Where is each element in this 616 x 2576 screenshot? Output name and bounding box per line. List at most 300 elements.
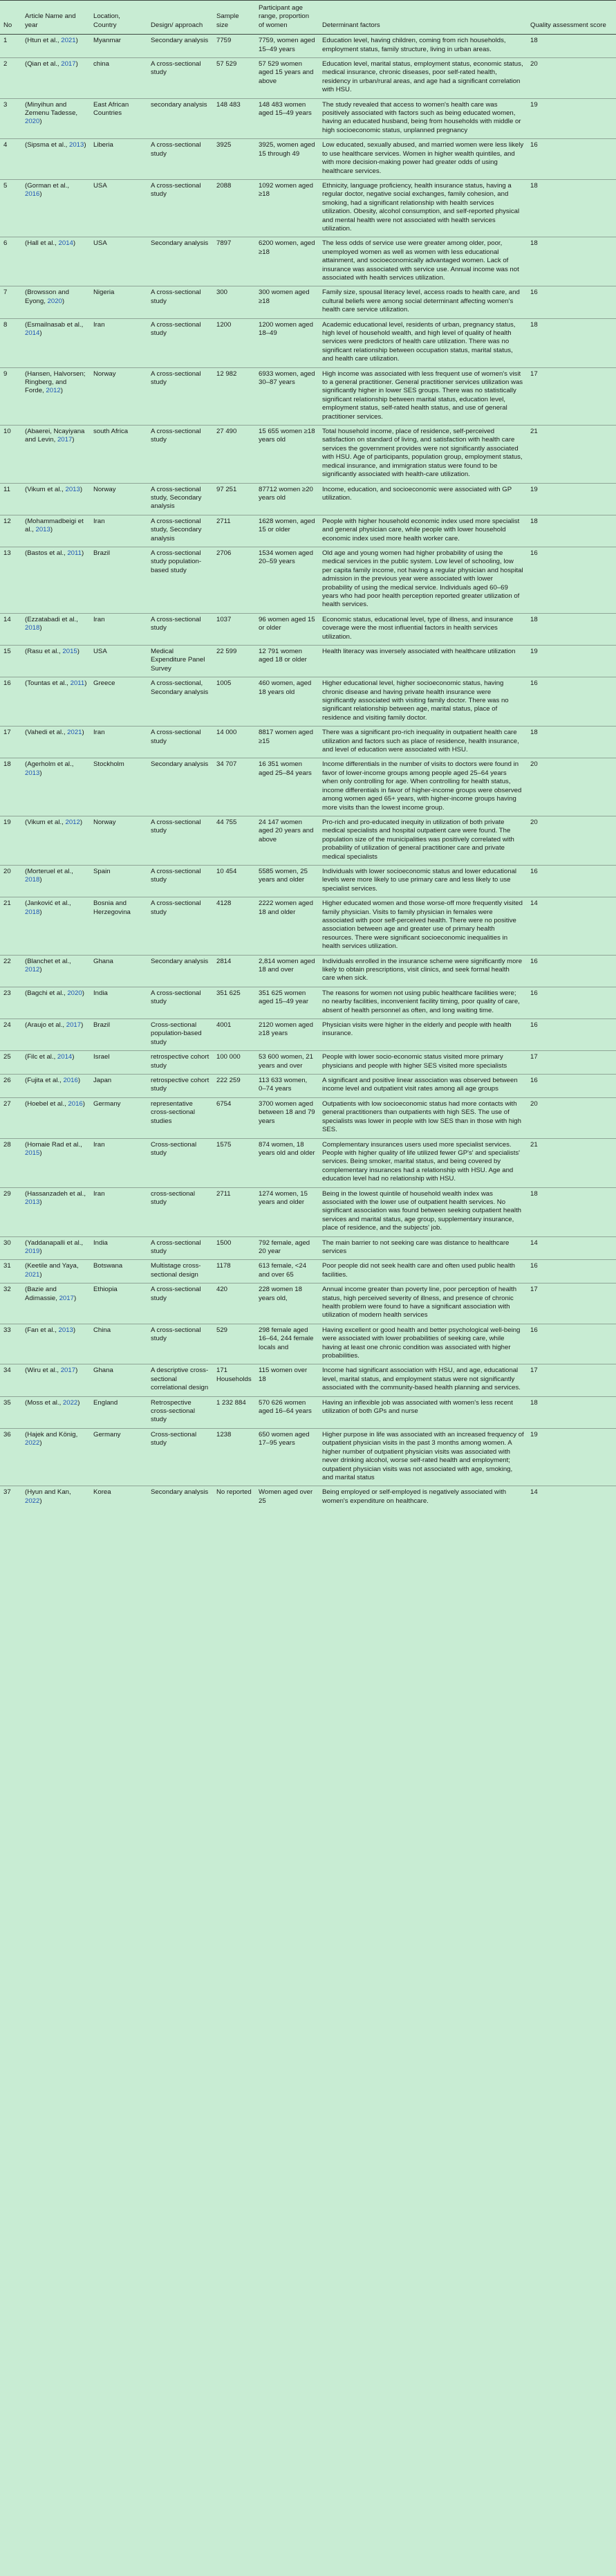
participant-cell: 1092 women aged ≥18 <box>255 179 319 237</box>
article-cell <box>21 1019 90 1051</box>
determinant-cell: A significant and positive linear association was observed between income level and outpatient visit rates among all age groups <box>319 1075 527 1098</box>
article-author: (Keetile and Yaya, <box>25 1262 79 1270</box>
article-year-link[interactable]: 2019 <box>25 1247 40 1255</box>
article-author: (Araujo et al., <box>25 1021 65 1030</box>
header-participant: Participant age range, proportion of women <box>255 1 319 35</box>
article-suffix: ) <box>80 818 83 826</box>
article-author: (Ezzatabadi et al., <box>25 615 78 623</box>
table-body <box>0 35 616 1509</box>
determinant-cell: Outpatients with low socioeconomic status had more contacts with general practitioners than outpatients with high SES. The use of specialists was lower in people with low SES than in those with high SES. <box>319 1097 527 1138</box>
determinant-cell: Economic status, educational level, type of illness, and insurance coverage were the most influential factors in health services utilization. <box>319 613 527 645</box>
table-row <box>0 897 616 955</box>
table-header <box>0 1 616 35</box>
quality-cell: 19 <box>527 646 616 677</box>
row-number: 37 <box>3 1488 11 1497</box>
sample-cell: 4001 <box>213 1019 255 1051</box>
article-cell <box>21 987 90 1018</box>
design-cell: Retrospective cross-sectional study <box>147 1396 213 1428</box>
sample-cell: 1 232 884 <box>213 1396 255 1428</box>
row-number: 31 <box>0 1260 21 1284</box>
article-year-link[interactable]: 2011 <box>67 549 82 557</box>
article-cell <box>21 816 90 865</box>
determinant-cell: Education level, marital status, employment status, economic status, medical insurance, chronic diseases, poor self-rated health, residency in urban/rural areas, and age had a significant correlation with HSU. <box>319 58 527 99</box>
article-cell <box>21 318 90 367</box>
table-row <box>0 613 616 645</box>
design-cell: secondary analysis <box>147 98 213 139</box>
article-year-link[interactable]: 2012 <box>25 966 40 974</box>
participant-cell: Women aged over 25 <box>259 1488 313 1505</box>
determinant-cell: People with lower socio-economic status visited more primary physicians and people with higher SES visited more specialists <box>319 1051 527 1075</box>
sample-cell: 10 454 <box>213 865 255 897</box>
design-cell: Secondary analysis <box>151 1488 209 1497</box>
location-cell: India <box>90 1236 147 1260</box>
article-suffix: ) <box>73 1294 77 1302</box>
design-cell: retrospective cohort study <box>147 1051 213 1075</box>
participant-cell: 16 351 women aged 25–84 years <box>255 758 319 816</box>
sample-cell: 148 483 <box>213 98 255 139</box>
table-row <box>0 1364 616 1396</box>
table-row <box>0 1019 616 1051</box>
sample-cell: 420 <box>213 1284 255 1324</box>
article-year-link[interactable]: 2013 <box>25 769 40 777</box>
sample-cell: 3925 <box>213 139 255 180</box>
determinant-cell: High income was associated with less frequent use of women's visit to a general practitioner. General practitioner services utilization was significantly higher in lower SES groups. There was no statistically significant relationship between marital status, education level, employment status, self-rated health status, and use of general practitioner services. <box>319 367 527 425</box>
sample-cell: 300 <box>213 286 255 318</box>
article-year-link[interactable]: 2021 <box>25 1270 40 1279</box>
sample-cell: 97 251 <box>213 483 255 515</box>
design-cell: A cross-sectional study <box>147 816 213 865</box>
article-year-link[interactable]: 2020 <box>47 297 62 305</box>
article-year-link[interactable]: 2016 <box>25 190 40 199</box>
sample-cell: 14 000 <box>213 727 255 758</box>
location-cell: Brazil <box>90 1019 147 1051</box>
participant-cell: 3925, women aged 15 through 49 <box>255 139 319 180</box>
article-year-link[interactable]: 2013 <box>69 141 84 149</box>
article-author: (Homaie Rad et al., <box>25 1140 82 1149</box>
quality-cell: 20 <box>527 758 616 816</box>
article-year-link[interactable]: 2017 <box>61 60 76 68</box>
location-cell: Iran <box>90 1138 147 1187</box>
article-author: (Hyun and Kan, <box>25 1488 71 1497</box>
article-author: (Gorman et al., <box>25 181 69 190</box>
participant-cell: 148 483 women aged 15–49 years <box>255 98 319 139</box>
article-year-link[interactable]: 2013 <box>35 526 50 534</box>
article-cell <box>21 758 90 816</box>
participant-cell: 24 147 women aged 20 years and above <box>255 816 319 865</box>
location-cell: India <box>90 987 147 1018</box>
row-number: 24 <box>0 1019 21 1051</box>
location-cell: USA <box>90 646 147 677</box>
design-cell: cross-sectional study <box>147 1187 213 1236</box>
article-suffix: ) <box>75 60 78 68</box>
table-row <box>0 727 616 758</box>
row-number: 8 <box>0 318 21 367</box>
row-number: 17 <box>0 727 21 758</box>
article-cell <box>21 35 90 58</box>
article-year-link[interactable]: 2021 <box>61 37 76 45</box>
quality-cell: 20 <box>527 58 616 99</box>
quality-cell: 19 <box>527 1428 616 1486</box>
article-suffix: ) <box>60 387 63 395</box>
article-suffix: ) <box>39 624 42 632</box>
table-row <box>0 816 616 865</box>
location-cell: Ghana <box>90 1364 147 1396</box>
location-cell: Spain <box>90 865 147 897</box>
location-cell: Ghana <box>90 955 147 987</box>
design-cell: A cross-sectional study <box>147 139 213 180</box>
article-suffix: ) <box>39 118 42 126</box>
row-number: 5 <box>0 179 21 237</box>
header-location: Location, Country <box>90 1 147 35</box>
design-cell: A cross-sectional study <box>147 367 213 425</box>
row-number: 32 <box>0 1284 21 1324</box>
article-suffix: ) <box>77 648 80 655</box>
participant-cell: 351 625 women aged 15–49 year <box>255 987 319 1018</box>
design-cell: Multistage cross-sectional design <box>147 1260 213 1284</box>
location-cell: Iran <box>90 1187 147 1236</box>
design-cell: A cross-sectional study <box>147 727 213 758</box>
article-suffix: ) <box>82 729 84 737</box>
location-cell: china <box>90 58 147 99</box>
location-cell: East African Countries <box>90 98 147 139</box>
article-year-link[interactable]: 2014 <box>57 1053 73 1061</box>
table-row <box>0 547 616 613</box>
quality-cell: 20 <box>527 816 616 865</box>
article-cell <box>21 1236 90 1260</box>
participant-cell: 8817 women aged ≥15 <box>255 727 319 758</box>
row-number: 21 <box>0 897 21 955</box>
article-suffix: ) <box>39 769 42 777</box>
article-year-link[interactable]: 2014 <box>58 239 73 248</box>
table-row <box>0 955 616 987</box>
quality-cell: 16 <box>527 1075 616 1098</box>
participant-cell: 96 women aged 15 or older <box>255 613 319 645</box>
location-cell: Germany <box>90 1428 147 1486</box>
participant-cell: 115 women over 18 <box>255 1364 319 1396</box>
table-row <box>0 1236 616 1260</box>
table-row <box>0 865 616 897</box>
determinant-cell: Family size, spousal literacy level, access roads to health care, and cultural beliefs were among social determinant affecting women's health care service utilization. <box>319 286 527 318</box>
article-author: (Sipsma et al., <box>25 141 68 149</box>
article-suffix: ) <box>39 908 42 916</box>
article-cell <box>21 426 90 483</box>
article-author: (Vahedi et al., <box>25 729 66 737</box>
article-year-link[interactable]: 2021 <box>67 729 82 737</box>
row-number: 26 <box>0 1075 21 1098</box>
article-year-link[interactable]: 2012 <box>65 818 80 826</box>
design-cell: Cross-sectional population-based study <box>147 1019 213 1051</box>
table-row <box>0 677 616 727</box>
design-cell: A cross-sectional study <box>147 1324 213 1364</box>
article-cell <box>21 286 90 318</box>
table-row <box>0 35 616 58</box>
article-author: (Hajek and König, <box>25 1430 78 1438</box>
row-number: 7 <box>0 286 21 318</box>
quality-cell: 16 <box>527 1260 616 1284</box>
table-row <box>0 1051 616 1075</box>
sample-cell: 1037 <box>213 613 255 645</box>
article-year-link[interactable]: 2018 <box>25 624 40 632</box>
sample-cell: 351 625 <box>213 987 255 1018</box>
quality-cell: 18 <box>527 35 616 58</box>
article-cell <box>21 237 90 286</box>
article-year-link[interactable]: 2020 <box>67 989 82 997</box>
determinant-cell: Having excellent or good health and better psychological well-being were associated with lower probabilities of seeking care, while having at least one chronic condition was associated with higher probabilities. <box>319 1324 527 1364</box>
design-cell: retrospective cohort study <box>147 1075 213 1098</box>
determinant-cell: Higher educated women and those worse-off more frequently visited family physician. Visits to family physician in females were associated with poor self-perceived health. There were no positive association between age and greater use of primary health resources. There were significant socioeconomic inequalities in health services utilization. <box>319 897 527 955</box>
quality-cell: 21 <box>527 426 616 483</box>
quality-cell: 18 <box>527 1187 616 1236</box>
article-suffix: ) <box>39 1439 42 1447</box>
article-year-link[interactable]: 2016 <box>63 1077 78 1085</box>
article-cell <box>21 98 90 139</box>
article-cell <box>21 1187 90 1236</box>
quality-cell: 16 <box>527 1324 616 1364</box>
sample-cell: 100 000 <box>213 1051 255 1075</box>
participant-cell: 87712 women ≥20 years old <box>255 483 319 515</box>
article-suffix: ) <box>75 1367 78 1375</box>
design-cell: A descriptive cross-sectional correlational design <box>147 1364 213 1396</box>
article-author: (Vikum et al., <box>25 818 64 826</box>
row-number: 35 <box>0 1396 21 1428</box>
sample-cell: 2706 <box>213 547 255 613</box>
location-cell: Myanmar <box>90 35 147 58</box>
article-cell <box>21 1428 90 1486</box>
article-year-link[interactable]: 2022 <box>25 1497 40 1505</box>
article-author: (Agerholm et al., <box>25 760 74 769</box>
article-author: (Tountas et al., <box>25 679 68 688</box>
table-row <box>0 426 616 483</box>
quality-cell: 16 <box>527 547 616 613</box>
article-cell <box>21 547 90 613</box>
quality-cell: 16 <box>527 139 616 180</box>
article-year-link[interactable]: 2017 <box>59 1294 74 1302</box>
quality-cell: 17 <box>527 367 616 425</box>
article-cell <box>21 58 90 99</box>
row-number: 13 <box>0 547 21 613</box>
article-cell <box>21 367 90 425</box>
quality-cell: 16 <box>527 677 616 727</box>
row-number: 25 <box>0 1051 21 1075</box>
article-year-link[interactable]: 2012 <box>46 387 61 395</box>
article-author: (Bagchi et al., <box>25 989 66 997</box>
article-cell <box>21 1260 90 1284</box>
participant-cell: 2,814 women aged 18 and over <box>255 955 319 987</box>
table-row <box>0 1187 616 1236</box>
article-cell <box>21 139 90 180</box>
article-author: (Wiru et al., <box>25 1367 59 1375</box>
quality-cell: 18 <box>527 237 616 286</box>
article-author: (Qian et al., <box>25 60 59 68</box>
sample-cell: 57 529 <box>213 58 255 99</box>
determinant-cell: The study revealed that access to women's health care was positively associated with factors such as being educated women, having an educated husband, being from households with middle or high socioeconomic status, unplanned pregnancy <box>319 98 527 139</box>
quality-cell: 16 <box>527 987 616 1018</box>
sample-cell: 1200 <box>213 318 255 367</box>
table-row <box>0 1486 616 1509</box>
row-number: 6 <box>0 237 21 286</box>
design-cell: Secondary analysis <box>147 35 213 58</box>
row-number: 3 <box>0 98 21 139</box>
quality-cell: 18 <box>527 1396 616 1428</box>
header-article: Article Name and year <box>21 1 90 35</box>
participant-cell: 650 women aged 17–95 years <box>255 1428 319 1486</box>
table-row <box>0 1260 616 1284</box>
article-suffix: ) <box>72 436 75 444</box>
sample-cell: 1005 <box>213 677 255 727</box>
header-determinant: Determinant factors <box>319 1 527 35</box>
participant-cell: 12 791 women aged 18 or older <box>255 646 319 677</box>
article-year-link[interactable]: 2015 <box>62 648 77 655</box>
quality-cell: 16 <box>527 286 616 318</box>
determinant-cell: Pro-rich and pro-educated inequity in utilization of both private medical specialists and hospital outpatient care were found. The population size of the municipalities was positively correlated with probability of utilization of general practitioner care and private medical specialists <box>319 816 527 865</box>
article-year-link[interactable]: 2013 <box>58 1326 73 1334</box>
design-cell: Secondary analysis <box>147 237 213 286</box>
article-cell <box>21 955 90 987</box>
article-suffix: ) <box>39 1198 42 1206</box>
article-year-link[interactable]: 2013 <box>65 485 80 493</box>
determinant-cell: People with higher household economic index used more specialist and general physician care, while people with lower household economic index used more health worker care. <box>319 515 527 547</box>
participant-cell: 1628 women, aged 15 or older <box>255 515 319 547</box>
article-suffix: ) <box>77 1077 81 1085</box>
quality-cell: 17 <box>527 1364 616 1396</box>
design-cell: representative cross-sectional studies <box>147 1097 213 1138</box>
sample-cell: 7897 <box>213 237 255 286</box>
article-cell <box>21 1284 90 1324</box>
sample-cell: 2711 <box>213 515 255 547</box>
row-number: 23 <box>0 987 21 1018</box>
article-suffix: ) <box>39 1247 42 1255</box>
participant-cell: 113 633 women, 0–74 years <box>255 1075 319 1098</box>
quality-cell: 18 <box>527 318 616 367</box>
header-quality: Quality assessment score <box>527 1 616 35</box>
determinant-cell: The less odds of service use were greater among older, poor, unemployed women as well as women with less educational attainment, and socioeconomically advantaged women. Lack of insurance was associated with service use. Annual income was not associated with health services utilization. <box>319 237 527 286</box>
article-suffix: ) <box>73 1326 76 1334</box>
article-suffix: ) <box>75 37 78 45</box>
location-cell: Nigeria <box>90 286 147 318</box>
determinant-cell: Health literacy was inversely associated with healthcare utilization <box>319 646 527 677</box>
determinant-cell: There was a significant pro-rich inequality in outpatient health care utilization and factors such as place of residence, health insurance, and level of education were associated with HSU. <box>319 727 527 758</box>
article-cell <box>21 483 90 515</box>
article-year-link[interactable]: 2022 <box>25 1439 40 1447</box>
article-cell <box>21 1324 90 1364</box>
article-author: (Browsson and Eyong, <box>25 289 69 305</box>
row-number: 11 <box>0 483 21 515</box>
sample-cell: 6754 <box>213 1097 255 1138</box>
quality-cell: 18 <box>527 179 616 237</box>
article-suffix: ) <box>82 989 84 997</box>
article-cell <box>21 727 90 758</box>
sample-cell: 1178 <box>213 1260 255 1284</box>
article-year-link[interactable]: 2017 <box>60 1367 76 1375</box>
article-year-link[interactable]: 2015 <box>25 1149 40 1157</box>
article-cell <box>21 646 90 677</box>
article-cell <box>21 1138 90 1187</box>
row-number: 34 <box>0 1364 21 1396</box>
design-cell: A cross-sectional study <box>147 179 213 237</box>
article-cell <box>21 897 90 955</box>
article-author: (Minyihun and Zemenu Tadesse, <box>25 100 78 118</box>
determinant-cell: Complementary insurances users used more specialist services. People with higher quality of life utilized fewer GP's' and specialists' services. Being smoker, marital status, and being covered by complementary insurances had a relationship with HSU. Age and education level had no relationship with HSU. <box>319 1138 527 1187</box>
quality-cell: 18 <box>527 727 616 758</box>
article-year-link[interactable]: 2018 <box>25 876 40 884</box>
article-year-link[interactable]: 2014 <box>25 329 40 337</box>
table-row <box>0 1428 616 1486</box>
article-cell <box>21 1051 90 1075</box>
quality-cell: 18 <box>527 515 616 547</box>
article-year-link[interactable]: 2016 <box>68 1099 83 1108</box>
article-year-link[interactable]: 2022 <box>62 1398 78 1407</box>
quality-cell: 21 <box>527 1138 616 1187</box>
article-cell <box>21 179 90 237</box>
article-suffix: ) <box>39 1497 42 1505</box>
article-author: (Bastos et al., <box>25 549 66 557</box>
participant-cell: 1534 women aged 20–59 years <box>255 547 319 613</box>
article-year-link[interactable]: 2018 <box>25 908 40 916</box>
article-author: (Hall et al., <box>25 239 57 248</box>
article-year-link[interactable]: 2020 <box>25 118 40 126</box>
sample-cell: 34 707 <box>213 758 255 816</box>
design-cell: A cross-sectional study, Secondary analysis <box>147 515 213 547</box>
article-author: (Hassanzadeh et al., <box>25 1189 86 1198</box>
design-cell: Cross-sectional study <box>147 1138 213 1187</box>
row-number: 36 <box>0 1428 21 1486</box>
location-cell: Brazil <box>90 547 147 613</box>
design-cell: A cross-sectional study <box>147 286 213 318</box>
determinant-cell: The main barrier to not seeking care was distance to healthcare services <box>319 1236 527 1260</box>
design-cell: Medical Expenditure Panel Survey <box>147 646 213 677</box>
participant-cell: 570 626 women aged 16–64 years <box>255 1396 319 1428</box>
participant-cell: 1274 women, 15 years and older <box>255 1187 319 1236</box>
location-cell: Norway <box>90 816 147 865</box>
design-cell: A cross-sectional study <box>147 58 213 99</box>
sample-cell: 2814 <box>213 955 255 987</box>
participant-cell: 6933 women, aged 30–87 years <box>255 367 319 425</box>
design-cell: A cross-sectional, Secondary analysis <box>147 677 213 727</box>
article-author: (Filc et al., <box>25 1053 56 1061</box>
article-author: (Bazie and Adimassie, <box>25 1286 57 1302</box>
article-author: (Rasu et al., <box>25 648 61 655</box>
row-number: 16 <box>0 677 21 727</box>
quality-cell: 16 <box>527 1019 616 1051</box>
article-year-link[interactable]: 2013 <box>25 1198 40 1206</box>
quality-cell: 18 <box>527 613 616 645</box>
location-cell: Greece <box>90 677 147 727</box>
article-cell <box>21 865 90 897</box>
design-cell: A cross-sectional study <box>147 1236 213 1260</box>
determinant-cell: Higher purpose in life was associated with an increased frequency of outpatient physician visits in the past 3 months among women. A higher number of outpatient physician visits was associated with never drinking alcohol, worse self-rated health and employment; outpatient physician visits was not associated with age, smoking, and marital status <box>319 1428 527 1486</box>
row-number: 28 <box>0 1138 21 1187</box>
article-suffix: ) <box>82 1099 85 1108</box>
determinant-cell: Old age and young women had higher probability of using the medical services in the public system. Low level of schooling, low per capita family income, not having a regular physician and hospital admission in the previous year were associated with lower probability of using the medical service. Individuals aged 60–69 years who had poor health perception reported greater utilization of health services. <box>319 547 527 613</box>
design-cell: Secondary analysis <box>147 758 213 816</box>
table-row <box>0 318 616 367</box>
article-cell <box>21 613 90 645</box>
quality-cell: 14 <box>527 897 616 955</box>
table-row <box>0 286 616 318</box>
determinant-cell: Being employed or self-employed is negatively associated with women's expenditure on healthcare. <box>322 1488 507 1505</box>
article-year-link[interactable]: 2017 <box>57 436 73 444</box>
table-row <box>0 1396 616 1428</box>
article-year-link[interactable]: 2017 <box>66 1021 82 1030</box>
article-author: (Moss et al., <box>25 1398 62 1407</box>
article-year-link[interactable]: 2011 <box>70 679 85 688</box>
participant-cell: 7759, women aged 15–49 years <box>255 35 319 58</box>
row-number: 15 <box>0 646 21 677</box>
location-cell: Iran <box>90 613 147 645</box>
table-row <box>0 98 616 139</box>
article-author: (Mohammadbeigi et al., <box>25 517 84 534</box>
article-author: (Yaddanapalli et al., <box>25 1239 84 1247</box>
